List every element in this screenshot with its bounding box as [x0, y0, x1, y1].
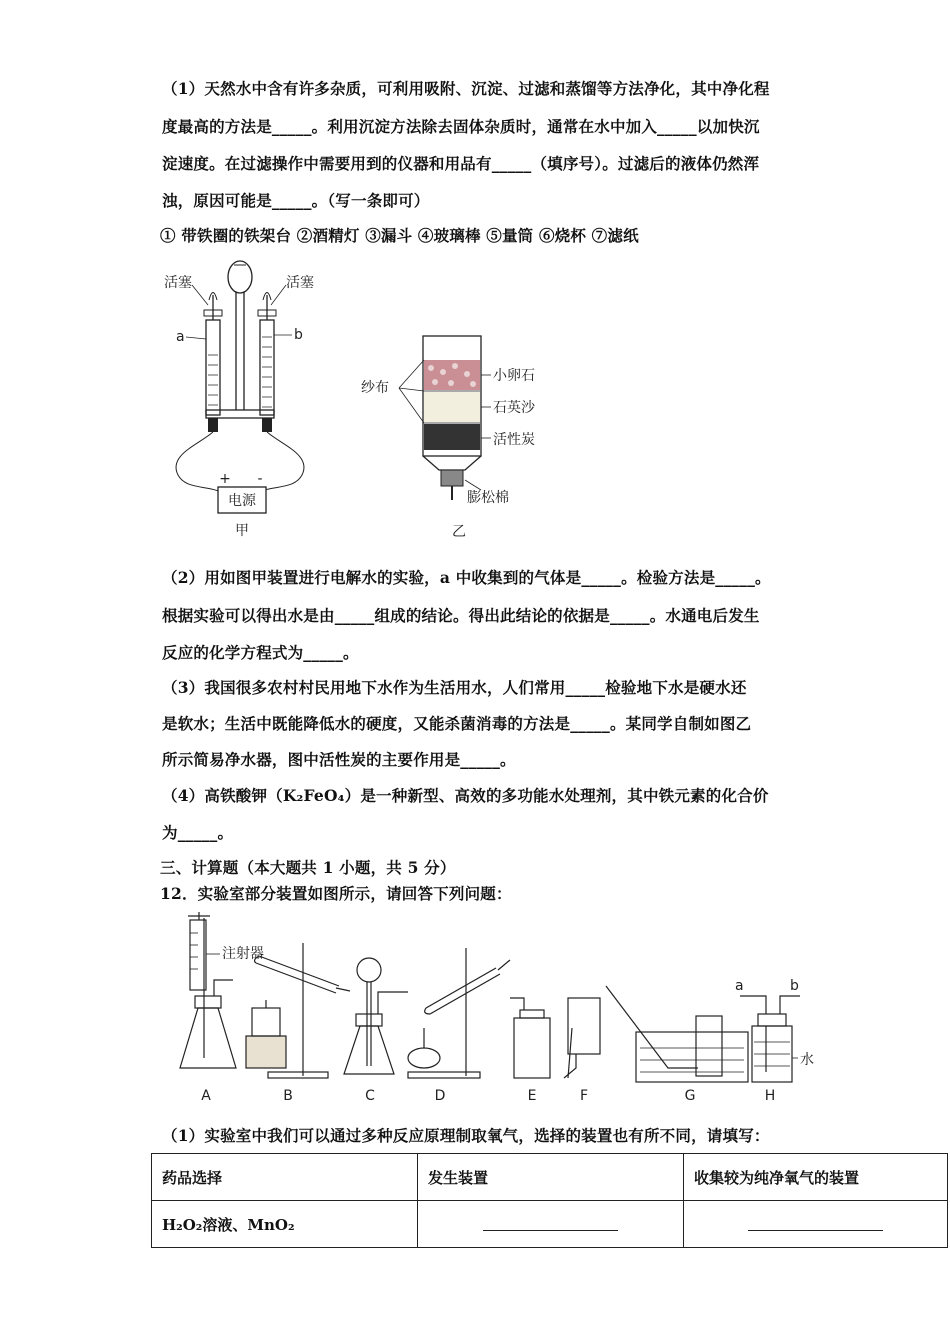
q11-options: ① 带铁圈的铁架台 ②酒精灯 ③漏斗 ④玻璃棒 ⑤量筒 ⑥烧杯 ⑦滤纸: [160, 226, 639, 245]
water-label: 水: [800, 1052, 814, 1068]
plus-sign: +: [219, 471, 231, 487]
gauze-label: 纱布: [361, 380, 389, 396]
section-heading: 三、计算题（本大题共 1 小题，共 5 分）: [160, 858, 456, 877]
apparatus-label-D: D: [434, 1088, 446, 1104]
minus-sign: -: [257, 471, 263, 487]
q11-part2-line1: （2）用如图甲装置进行电解水的实验，a 中收集到的气体是_____。检验方法是_____。: [162, 568, 771, 587]
row1-collector-blank[interactable]: [684, 1201, 948, 1248]
carbon-label: 活性炭: [493, 432, 535, 448]
table-row: [152, 1201, 948, 1248]
figure-yi-caption: 乙: [452, 524, 466, 540]
valve-right-label: 活塞: [286, 275, 314, 291]
q11-part1-line4: 浊，原因可能是_____。（写一条即可）: [162, 191, 430, 210]
valve-left-label: 活塞: [164, 275, 192, 291]
apparatus-label-H: H: [764, 1088, 776, 1104]
q11-part3-line2: 是软水；生活中既能降低水的硬度，又能杀菌消毒的方法是_____。某同学自制如图乙: [162, 714, 752, 733]
figure-yi-purifier: [355, 330, 555, 545]
q12-part1: （1）实验室中我们可以通过多种反应原理制取氧气，选择的装置也有所不同，请填写：: [162, 1126, 770, 1145]
q11-part1-line3: 淀速度。在过滤操作中需要用到的仪器和用品有_____（填序号）。过滤后的液体仍然浑: [162, 154, 760, 173]
pebbles-label: 小卵石: [493, 368, 535, 384]
q11-part4-line1: （4）高铁酸钾（K₂FeO₄）是一种新型、高效的多功能水处理剂，其中铁元素的化合价: [162, 786, 769, 805]
answer-table: [151, 1153, 948, 1248]
q11-part1-line2: 度最高的方法是_____。利用沉淀方法除去固体杂质时，通常在水中加入_____以加快沉: [162, 117, 760, 136]
tube-b-label: b: [294, 327, 303, 343]
sand-label: 石英沙: [493, 400, 535, 416]
port-b-label: b: [790, 978, 799, 994]
figure-jia-electrolysis: [158, 255, 338, 545]
cotton-label: 膨松棉: [467, 490, 509, 506]
row1-generator-blank[interactable]: [418, 1201, 684, 1248]
apparatus-label-C: C: [365, 1088, 375, 1104]
q11-part2-line2: 根据实验可以得出水是由_____组成的结论。得出此结论的依据是_____。水通电后发生: [162, 606, 760, 625]
q11-part3-line1: （3）我国很多农村村民用地下水作为生活用水，人们常用_____检验地下水是硬水还: [162, 678, 747, 697]
q11-part2-line3: 反应的化学方程式为_____。: [162, 643, 359, 662]
apparatus-label-B: B: [283, 1088, 293, 1104]
row1-reagent: H₂O₂溶液、MnO₂: [152, 1201, 418, 1248]
header-generator: 发生装置: [418, 1154, 684, 1201]
q11-part1-line1: （1）天然水中含有许多杂质，可利用吸附、沉淀、过滤和蒸馏等方法净化，其中净化程: [162, 79, 770, 98]
port-a-label: a: [735, 978, 744, 994]
power-source-label: 电源: [228, 493, 256, 509]
q12-title: 12．实验室部分装置如图所示，请回答下列问题：: [160, 884, 512, 903]
q11-part3-line3: 所示简易净水器，图中活性炭的主要作用是_____。: [162, 750, 516, 769]
syringe-label: 注射器: [222, 946, 264, 962]
figure-apparatus: [168, 908, 828, 1108]
apparatus-label-E: E: [527, 1088, 537, 1104]
apparatus-label-A: A: [201, 1088, 211, 1104]
figure-jia-caption: 甲: [235, 523, 249, 539]
q11-part4-line2: 为_____。: [162, 823, 234, 842]
apparatus-label-F: F: [579, 1088, 589, 1104]
header-reagents: 药品选择: [152, 1154, 418, 1201]
table-header-row: [152, 1154, 948, 1201]
apparatus-label-G: G: [684, 1088, 696, 1104]
tube-a-label: a: [176, 329, 185, 345]
header-collector: 收集较为纯净氧气的装置: [684, 1154, 948, 1201]
